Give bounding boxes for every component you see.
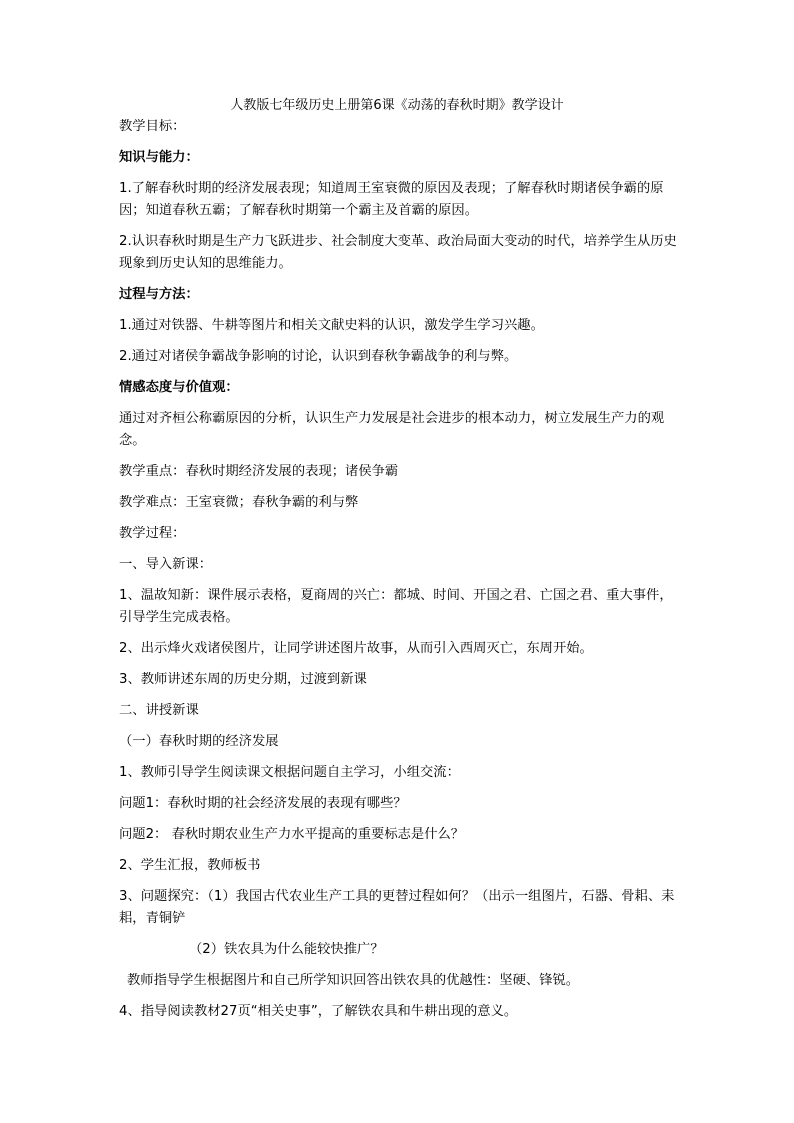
teaching-difficulties: 教学难点：王室衰微；春秋争霸的利与弊	[119, 495, 359, 510]
paragraph: 3、教师讲述东周的历史分期，过渡到新课	[119, 672, 367, 687]
sub-question: （2）铁农具为什么能较快推广？	[189, 942, 384, 957]
paragraph: 1.通过对铁器、牛耕等图片和相关文献史料的认识，激发学生学习兴趣。	[119, 318, 544, 333]
document-title: 人教版七年级历史上册第6课《动荡的春秋时期》教学设计	[230, 98, 564, 113]
heading-process-method: 过程与方法：	[119, 287, 199, 302]
paragraph: 3、问题探究：（1）我国古代农业生产工具的更替过程如何？（出示一组图片，石器、骨耜、耒耜，青铜铲	[119, 889, 675, 926]
heading-emotion-values: 情感态度与价值观：	[119, 380, 239, 395]
teaching-key-points: 教学重点：春秋时期经济发展的表现；诸侯争霸	[119, 464, 399, 479]
paragraph: 2.认识春秋时期是生产力飞跃进步、社会制度大变革、政治局面大变动的时代，培养学生从历史现象到历史认知的思维能力。	[119, 234, 677, 271]
paragraph: 2.通过对诸侯争霸战争影响的讨论，认识到春秋争霸战争的利与弊。	[119, 349, 518, 364]
paragraph: 1、教师引导学生阅读课文根据问题自主学习，小组交流：	[119, 765, 460, 780]
subsection-new-lesson: 二、讲授新课	[119, 703, 199, 718]
document-body	[119, 116, 679, 1023]
paragraph: 2、出示烽火戏诸侯图片，让同学讲述图片故事，从而引入西周灭亡，东周开始。	[119, 641, 593, 656]
paragraph: 通过对齐桓公称霸原因的分析，认识生产力发展是社会进步的根本动力，树立发展生产力的观念。	[119, 411, 665, 448]
paragraph: 2、学生汇报，教师板书	[119, 858, 261, 873]
subsection-economy: （一）春秋时期的经济发展	[119, 734, 279, 749]
section-label-teaching-process: 教学过程：	[119, 526, 186, 541]
paragraph: 1.了解春秋时期的经济发展表现；知道周王室衰微的原因及表现；了解春秋时期诸侯争霸的原因；知道春秋五霸；了解春秋时期第一个霸主及首霸的原因。	[119, 181, 664, 218]
paragraph: 1、温故知新：课件展示表格，夏商周的兴亡：都城、时间、开国之君、亡国之君、重大事件，引导学生完成表格。	[119, 588, 673, 625]
question-2: 问题2： 春秋时期农业生产力水平提高的重要标志是什么？	[119, 827, 465, 842]
paragraph: 4、指导阅读教材27页“相关史事”，了解铁农具和牛耕出现的意义。	[119, 1004, 518, 1019]
subsection-introduction: 一、导入新课：	[119, 557, 213, 572]
paragraph: 教师指导学生根据图片和自己所学知识回答出铁农具的优越性：坚硬、锋锐。	[127, 973, 580, 988]
question-1: 问题1：春秋时期的社会经济发展的表现有哪些？	[119, 796, 407, 811]
section-label-teaching-goals: 教学目标：	[119, 119, 186, 134]
heading-knowledge-ability: 知识与能力：	[119, 150, 199, 165]
